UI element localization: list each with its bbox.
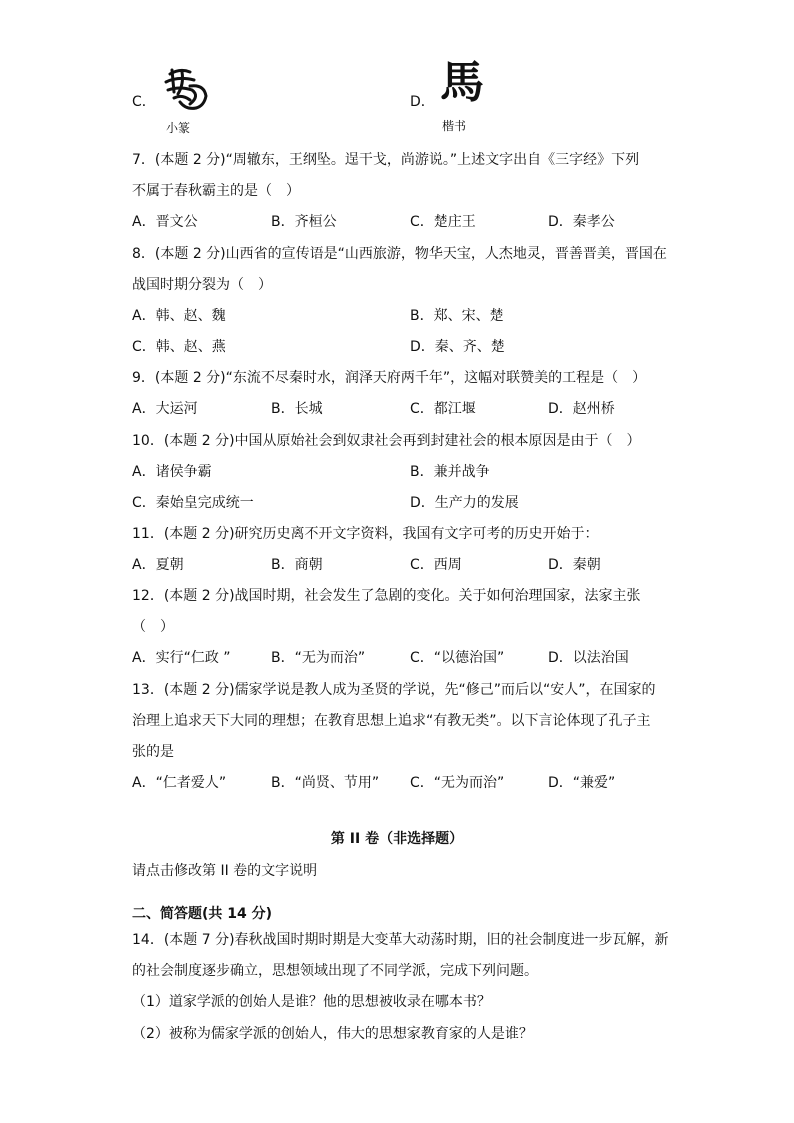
q7-option-c: C．楚庄王 xyxy=(410,214,476,230)
q10-option-c: C．秦始皇完成统一 xyxy=(132,495,254,511)
question-11-stem: 11．(本题 2 分)研究历史离不开文字资料，我国有文字可考的历史开始于： xyxy=(132,526,599,542)
option-c-label: C． xyxy=(132,94,156,110)
q11-option-c: C．西周 xyxy=(410,557,462,573)
question-14-sub-2: （2）被称为儒家学派的创始人，伟大的思想家教育家的人是谁？ xyxy=(132,1026,533,1042)
q9-option-d: D．赵州桥 xyxy=(548,401,615,417)
q11-option-a: A．夏朝 xyxy=(132,557,184,573)
question-9-stem: 9．(本题 2 分)“东流不尽秦时水，润泽天府两千年”，这幅对联赞美的工程是（ ） xyxy=(132,370,647,386)
q12-option-a: A．实行“仁政 ” xyxy=(132,650,231,666)
option-d-caption: 楷书 xyxy=(442,119,467,133)
question-10-stem: 10．(本题 2 分)中国从原始社会到奴隶社会再到封建社会的根本原因是由于（ ） xyxy=(132,433,641,449)
q12-option-d: D．以法治国 xyxy=(548,650,629,666)
question-12-stem-cont: （ ） xyxy=(132,619,174,635)
q10-option-a: A．诸侯争霸 xyxy=(132,464,212,480)
q10-option-b: B．兼并战争 xyxy=(410,464,490,480)
q12-option-c: C．“以德治国” xyxy=(410,650,505,666)
q7-option-a: A．晋文公 xyxy=(132,214,198,230)
q13-option-c: C．“无为而治” xyxy=(410,775,505,791)
question-13-stem: 13．(本题 2 分)儒家学说是教人成为圣贤的学说，先“修己”而后以“安人”，在国家的 xyxy=(132,682,656,698)
q11-option-d: D．秦朝 xyxy=(548,557,601,573)
question-8-stem-cont: 战国时期分裂为（ ） xyxy=(132,277,272,293)
q11-option-b: B．商朝 xyxy=(271,557,323,573)
question-7-stem: 7．(本题 2 分)“周辙东，王纲坠。逞干戈，尚游说。”上述文字出自《三字经》下列 xyxy=(132,152,640,168)
q9-option-b: B．长城 xyxy=(271,401,323,417)
regular-script-horse-glyph: 馬 xyxy=(440,57,484,108)
q12-option-b: B．“无为而治” xyxy=(271,650,366,666)
question-14-stem: 14．(本题 7 分)春秋战国时期时期是大变革大动荡时期，旧的社会制度进一步瓦解，新 xyxy=(132,932,669,948)
q8-option-d: D．秦、齐、楚 xyxy=(410,339,505,355)
question-12-stem: 12．(本题 2 分)战国时期，社会发生了急剧的变化。关于如何治理国家，法家主张 xyxy=(132,588,641,604)
q7-option-d: D．秦孝公 xyxy=(548,214,615,230)
section-2-title: 第 II 卷（非选择题） xyxy=(330,831,464,847)
q13-option-b: B．“尚贤、节用” xyxy=(271,775,380,791)
q9-option-a: A．大运河 xyxy=(132,401,198,417)
q8-option-a: A．韩、赵、魏 xyxy=(132,308,226,324)
q7-option-b: B．齐桓公 xyxy=(271,214,337,230)
question-13-stem-cont2: 张的是 xyxy=(132,744,174,760)
q13-option-d: D．“兼爱” xyxy=(548,775,616,791)
q10-option-d: D．生产力的发展 xyxy=(410,495,519,511)
question-8-stem: 8．(本题 2 分)山西省的宣传语是“山西旅游，物华天宝，人杰地灵，晋善晋美，晋国在 xyxy=(132,246,667,262)
q9-option-c: C．都江堰 xyxy=(410,401,476,417)
q8-option-c: C．韩、赵、燕 xyxy=(132,339,226,355)
question-13-stem-cont: 治理上追求天下大同的理想；在教育思想上追求“有教无类”。以下言论体现了孔子主 xyxy=(132,713,651,729)
seal-script-horse-image xyxy=(160,66,212,114)
question-14-sub-1: （1）道家学派的创始人是谁？他的思想被收录在哪本书？ xyxy=(132,994,491,1010)
option-d-label: D． xyxy=(410,94,435,110)
option-c-caption: 小篆 xyxy=(166,121,191,135)
section-2-heading: 二、简答题(共 14 分) xyxy=(132,906,273,922)
question-7-stem-cont: 不属于春秋霸主的是（ ） xyxy=(132,183,300,199)
question-14-stem-cont: 的社会制度逐步确立，思想领域出现了不同学派，完成下列问题。 xyxy=(132,963,538,979)
q8-option-b: B．郑、宋、楚 xyxy=(410,308,504,324)
section-2-note: 请点击修改第 II 卷的文字说明 xyxy=(132,863,318,879)
q13-option-a: A．“仁者爱人” xyxy=(132,775,227,791)
